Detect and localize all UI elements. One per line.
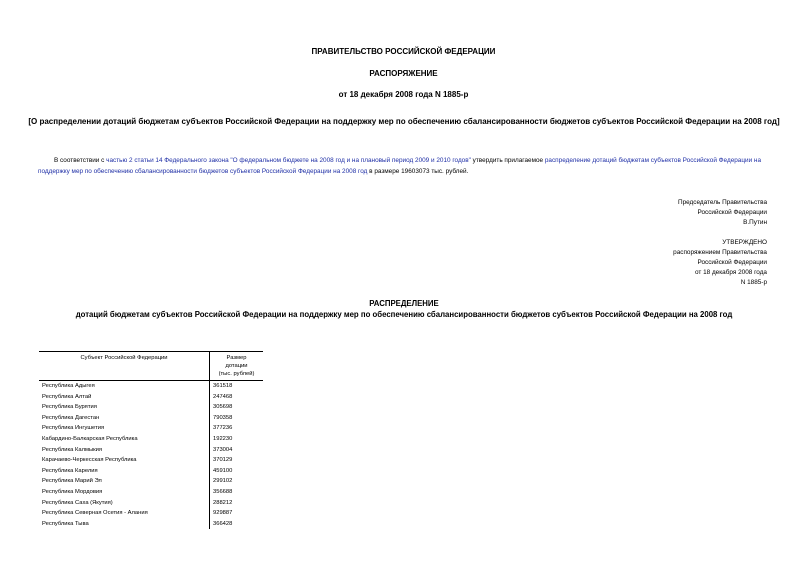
table-row [39, 487, 263, 498]
approved-line-5: N 1885-р [740, 279, 767, 286]
doc-date: от 18 декабря 2008 года N 1885-р [338, 90, 469, 99]
approved-line-2: распоряжением Правительства [673, 249, 767, 256]
amount-cell: 370129 [213, 457, 233, 464]
body-paragraph [38, 156, 770, 177]
signature-block [567, 198, 767, 228]
subject-cell: Карачаево-Черкесская Республика [39, 455, 210, 466]
table-row [39, 508, 263, 519]
body-text-1: В соответствии с [54, 157, 107, 164]
signature-line-1: Председатель Правительства [678, 199, 767, 206]
org-name: ПРАВИТЕЛЬСТВО РОССИЙСКОЙ ФЕДЕРАЦИИ [311, 47, 496, 56]
distribution-table [39, 351, 263, 529]
table-row [39, 402, 263, 413]
doc-type: РАСПОРЯЖЕНИЕ [369, 69, 438, 78]
document-title: [О распределении дотаций бюджетам субъектов Российской Федерации на поддержку мер по обеспечению сбалансированности бюджетов субъектов Российской Федерации на 2008 год] [28, 117, 780, 126]
distribution-link[interactable]: распределение дотаций бюджетам субъектов Российской Федерации на поддержку мер по обеспечению сбалансированности бюджетов субъектов Российской Федерации на 2008 год [38, 157, 762, 175]
amount-cell: 366428 [213, 520, 233, 527]
table-row [39, 498, 263, 509]
column-header-amount-line-3: (тыс. рублей) [218, 371, 255, 377]
table-row [39, 466, 263, 477]
table-row [39, 381, 263, 392]
table-row [39, 519, 263, 530]
column-header-subject: Субъект Российской Федерации [39, 352, 210, 381]
body-text-3: в размере 19603073 тыс. рублей. [367, 167, 469, 175]
table-body [39, 381, 263, 530]
amount-cell: 247468 [213, 393, 233, 400]
signature-line-2: Российской Федерации [697, 209, 767, 216]
subject-cell: Республика Карелия [39, 466, 210, 477]
subject-cell: Кабардино-Балкарская Республика [39, 434, 210, 445]
table-row [39, 445, 263, 456]
subject-cell: Республика Калмыкия [39, 445, 210, 456]
body-text-2: утвердить прилагаемое [470, 157, 545, 164]
column-header-amount-line-2: дотации [225, 363, 248, 369]
subject-cell: Республика Тыва [39, 519, 210, 530]
table-row [39, 413, 263, 424]
approved-block [567, 238, 767, 288]
amount-cell: 299102 [213, 478, 233, 485]
subject-cell: Республика Марий Эл [39, 476, 210, 487]
column-header-amount-line-1: Размер [226, 355, 247, 361]
table-row [39, 434, 263, 445]
subject-cell: Республика Адыгея [39, 381, 210, 392]
amount-cell: 356688 [213, 488, 233, 495]
amount-cell: 377236 [213, 425, 233, 432]
amount-cell: 361518 [213, 383, 233, 389]
amount-cell: 790358 [213, 414, 233, 421]
subject-cell: Республика Дагестан [39, 413, 210, 424]
distribution-subheading: дотаций бюджетам субъектов Российской Федерации на поддержку мер по обеспечению сбалансированности бюджетов субъектов Российской Федерации на 2008 год [75, 310, 733, 319]
table-header-row [39, 352, 263, 381]
table-row [39, 423, 263, 434]
subject-cell: Республика Ингушетия [39, 423, 210, 434]
amount-cell: 192230 [213, 435, 233, 442]
amount-cell: 929887 [213, 510, 233, 517]
table-row [39, 455, 263, 466]
amount-cell: 459100 [213, 467, 233, 474]
subject-cell: Республика Бурятия [39, 402, 210, 413]
signature-line-3: В.Путин [743, 219, 767, 226]
table-row [39, 392, 263, 403]
approved-line-1: УТВЕРЖДЕНО [722, 239, 767, 246]
column-header-amount [210, 352, 264, 381]
law-link[interactable]: частью 2 статьи 14 Федерального закона "О федеральном бюджете на 2008 год и на плановый период 2009 и 2010 годов" [106, 157, 471, 164]
subject-cell: Республика Северная Осетия - Алания [39, 508, 210, 519]
distribution-heading: РАСПРЕДЕЛЕНИЕ [369, 299, 439, 308]
amount-cell: 373004 [213, 446, 233, 453]
amount-cell: 288212 [213, 499, 233, 506]
subject-cell: Республика Алтай [39, 392, 210, 403]
subject-cell: Республика Саха (Якутия) [39, 498, 210, 509]
approved-line-3: Российской Федерации [697, 259, 767, 266]
table-row [39, 476, 263, 487]
subject-cell: Республика Мордовия [39, 487, 210, 498]
approved-line-4: от 18 декабря 2008 года [694, 269, 767, 276]
amount-cell: 305698 [213, 404, 233, 411]
